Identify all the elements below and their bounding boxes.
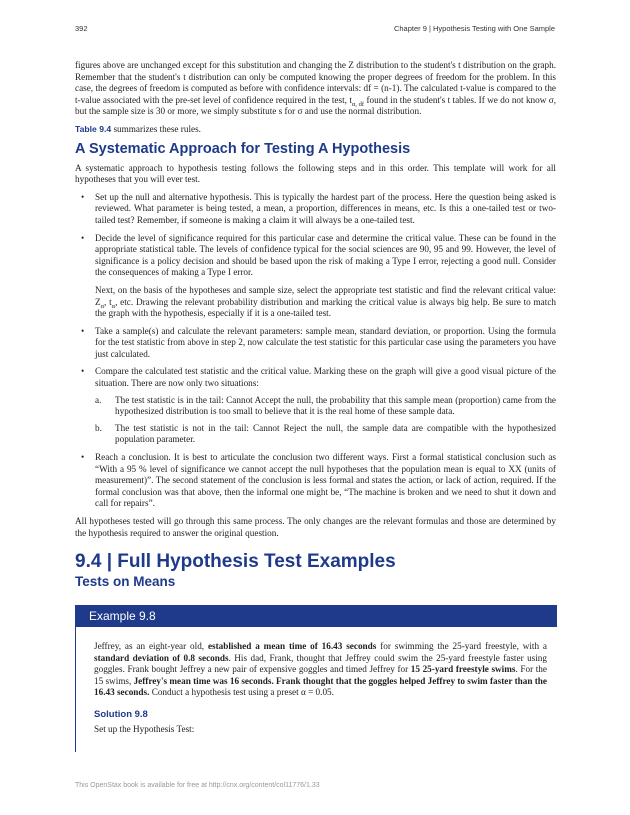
chapter-header: Chapter 9 | Hypothesis Testing with One Sample	[393, 24, 555, 33]
table-link[interactable]: Table 9.4	[75, 123, 112, 134]
footer-note: This OpenStax book is available for free at http://cnx.org/content/col11776/1.33	[75, 782, 320, 789]
list-item: • Decide the level of significance required for this particular case and determine the critical value. These can be found in the appropriate statistical table. The levels of confidence typical for the social sciences are 90, 95 and 99. However, the level of significance is a policy decision and should be based upon the risk of making a Type I error, rejecting a good null. Consider the consequences of making a Type I error. Next, on the basis of the hypotheses and sample size, select the appropriate test statistic and find the relevant critical value: $Z_\alpha$, $t_\alpha$, etc. Drawing the relevant probability distribution and marking the critical value is always big help. Be sure to match the graph with the hypothesis, especially if it is a one-tailed test.	[75, 233, 556, 320]
steps-list	[75, 192, 556, 510]
closing-paragraph: All hypotheses tested will go through this same process. The only changes are the relevant formulas and those are determined by the hypothesis required to answer the original question.	[75, 516, 556, 538]
page-number: 392	[75, 24, 88, 33]
sub-list-item: a. The test statistic is in the tail: Cannot Accept the null, the probability that this sample mean (proportion) came from the hypothesized distribution is too small to believe that it is the real home of these sample data.	[95, 394, 556, 417]
intro-paragraph: figures above are unchanged except for this substitution and changing the Z distribution to the student's t distribution on the graph. Remember that the student's t distribution can only be computed knowing the proper degrees of freedom for the problem. In this case, the degrees of freedom is computed as before with confidence intervals: df = (n-1). The calculated t-value is compared to the t-value associated with the pre-set level of confidence required in the test, $t_{\alpha, df}$ found in the student's t tables. If we do not know σ, but the sample size is 30 or more, we simply substitute s for σ and use the normal distribution.	[75, 60, 557, 117]
list-item: • Take a sample(s) and calculate the relevant parameters: sample mean, standard deviation, or proportion. Using the formula for the test statistic from above in step 2, now calculate the test statistic for this particular case using the parameters you have just calculated.	[75, 326, 556, 361]
table-reference-paragraph: Table 9.4 summarizes these rules.	[75, 123, 201, 134]
page-content	[75, 60, 556, 590]
section-title: 9.4 | Full Hypothesis Test Examples	[75, 551, 396, 573]
example-body	[76, 627, 557, 736]
list-item: • Set up the null and alternative hypothesis. This is typically the hardest part of the process. Here the question being asked is reviewed. What parameter is being tested, a mean, a proportion, differences in means, etc. Is this a one-tailed test or two-tailed test? Remember, if someone is making a claim it will always be a one-tailed test.	[75, 192, 556, 227]
systematic-intro: A systematic approach to hypothesis testing follows the following steps and in this order. This template will work for all hypotheses that you will ever test.	[75, 162, 556, 185]
sub-list-item: b. The test statistic is not in the tail: Cannot Reject the null, the sample data are compatible with the hypothesized population parameter.	[95, 422, 556, 445]
section-subtitle: Tests on Means	[75, 574, 176, 590]
list-item: • Compare the calculated test statistic and the critical value. Marking these on the graph will give a good visual picture of the situation. There are now only two situations: a. The test statistic is in the tail: Cannot Accept the null, the probability that this sample mean (proportion) came from the hypothesized distribution is too small to believe that it is the real home of these sample data. b. The test statistic is not in the tail: Cannot Reject the null, the sample data are compatible with the hypothesized population parameter.	[75, 366, 556, 446]
list-item: • Reach a conclusion. It is best to articulate the conclusion two different ways. First a formal statistical conclusion such as “With a 95 % level of significance we cannot accept the null hypotheses that the population mean is equal to XX (units of measurement)”. The second statement of the conclusion is less formal and states the action, or lack of action, required. If the formal conclusion was that above, then the informal one might be, “The machine is broken and we need to shut it down and call for repairs”.	[75, 452, 556, 510]
solution-text: Set up the Hypothesis Test:	[94, 723, 195, 734]
systematic-heading: A Systematic Approach for Testing A Hypothesis	[75, 140, 411, 157]
example-text: Jeffrey, as an eight-year old, established a mean time of 16.43 seconds for swimming the 25-yard freestyle, with a standard deviation of 0.8 seconds. His dad, Frank, thought that Jeffrey could swim the 25-yard freestyle faster using goggles. Frank bought Jeffrey a new pair of expensive goggles and timed Jeffrey for 15 25-yard freestyle swims. For the 15 swims, Jeffrey's mean time was 16 seconds. Frank thought that the goggles helped Jeffrey to swim faster than the 16.43 seconds. Conduct a hypothesis test using a preset α = 0.05.	[94, 641, 548, 698]
solution-label: Solution 9.8	[94, 708, 148, 720]
example-box	[75, 605, 557, 752]
example-label: Example 9.8	[76, 605, 557, 627]
sub-list	[95, 395, 556, 446]
